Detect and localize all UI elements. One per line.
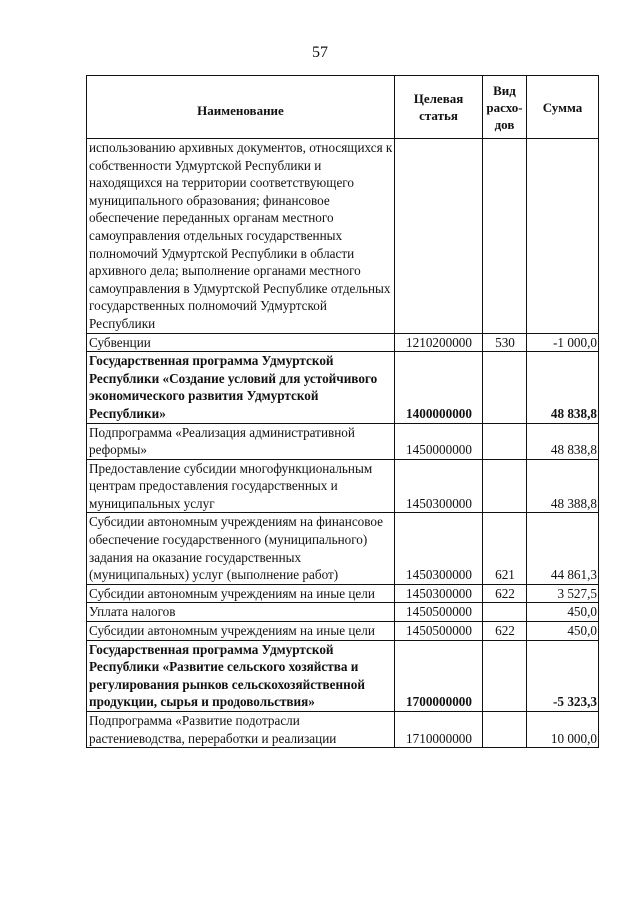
row-sum: 10 000,0 bbox=[527, 712, 599, 748]
table-row bbox=[87, 423, 599, 459]
row-sum bbox=[527, 139, 599, 334]
row-sum: -1 000,0 bbox=[527, 333, 599, 352]
table-row bbox=[87, 139, 599, 334]
table-body bbox=[87, 139, 599, 748]
row-name: Подпрограмма «Развитие подотрасли растениеводства, переработки и реализации bbox=[87, 712, 395, 748]
row-target-article: 1450300000 bbox=[395, 459, 483, 513]
row-target-article bbox=[395, 139, 483, 334]
row-target-article: 1400000000 bbox=[395, 352, 483, 423]
table-row bbox=[87, 622, 599, 641]
row-target-article: 1450300000 bbox=[395, 584, 483, 603]
row-expense-type: 622 bbox=[483, 622, 527, 641]
row-target-article: 1700000000 bbox=[395, 640, 483, 711]
row-target-article: 1450500000 bbox=[395, 603, 483, 622]
table-row bbox=[87, 459, 599, 513]
row-name: Государственная программа Удмуртской Республики «Создание условий для устойчивого экономического развития Удмуртской Республики» bbox=[87, 352, 395, 423]
row-target-article: 1710000000 bbox=[395, 712, 483, 748]
row-expense-type bbox=[483, 139, 527, 334]
table-header-row bbox=[87, 76, 599, 139]
table-row bbox=[87, 352, 599, 423]
row-sum: 450,0 bbox=[527, 622, 599, 641]
table-row bbox=[87, 712, 599, 748]
row-target-article: 1450300000 bbox=[395, 513, 483, 584]
row-expense-type: 621 bbox=[483, 513, 527, 584]
row-name: Предоставление субсидии многофункциональным центрам предоставления государственных и муниципальных услуг bbox=[87, 459, 395, 513]
row-sum: 48 838,8 bbox=[527, 352, 599, 423]
row-sum: 450,0 bbox=[527, 603, 599, 622]
row-name: Субвенции bbox=[87, 333, 395, 352]
row-name: Уплата налогов bbox=[87, 603, 395, 622]
header-expense-type: Вид расхо-дов bbox=[483, 76, 527, 139]
table-row bbox=[87, 603, 599, 622]
row-sum: 48 838,8 bbox=[527, 423, 599, 459]
row-target-article: 1450000000 bbox=[395, 423, 483, 459]
row-sum: 3 527,5 bbox=[527, 584, 599, 603]
row-name: Субсидии автономным учреждениям на иные цели bbox=[87, 584, 395, 603]
row-name: Субсидии автономным учреждениям на финансовое обеспечение государственного (муниципального) задания на оказание государственных (муниципальных) услуг (выполнение работ) bbox=[87, 513, 395, 584]
row-expense-type: 622 bbox=[483, 584, 527, 603]
row-expense-type bbox=[483, 352, 527, 423]
table-row bbox=[87, 333, 599, 352]
row-expense-type: 530 bbox=[483, 333, 527, 352]
row-expense-type bbox=[483, 640, 527, 711]
row-expense-type bbox=[483, 603, 527, 622]
row-expense-type bbox=[483, 459, 527, 513]
page-number: 57 bbox=[312, 44, 328, 61]
row-target-article: 1450500000 bbox=[395, 622, 483, 641]
header-target-article: Целевая статья bbox=[395, 76, 483, 139]
row-name: Субсидии автономным учреждениям на иные цели bbox=[87, 622, 395, 641]
table-row bbox=[87, 513, 599, 584]
budget-table bbox=[86, 75, 599, 748]
row-name: использованию архивных документов, относящихся к собственности Удмуртской Республики и находящихся на территории соответствующего муниципального образования; финансовое обеспечение переданных органам местного самоуправления отдельных государственных полномочий Удмуртской Республики в области архивного дела; выполнение органами местного самоуправления в Удмуртской Республике отдельных государственных полномочий Удмуртской Республики bbox=[87, 139, 395, 334]
table-row bbox=[87, 584, 599, 603]
row-expense-type bbox=[483, 712, 527, 748]
header-sum: Сумма bbox=[527, 76, 599, 139]
row-sum: 48 388,8 bbox=[527, 459, 599, 513]
row-name: Подпрограмма «Реализация административной реформы» bbox=[87, 423, 395, 459]
row-sum: 44 861,3 bbox=[527, 513, 599, 584]
row-target-article: 1210200000 bbox=[395, 333, 483, 352]
table-row bbox=[87, 640, 599, 711]
header-name: Наименование bbox=[87, 76, 395, 139]
row-sum: -5 323,3 bbox=[527, 640, 599, 711]
row-name: Государственная программа Удмуртской Республики «Развитие сельского хозяйства и регулирования рынков сельскохозяйственной продукции, сырья и продовольствия» bbox=[87, 640, 395, 711]
row-expense-type bbox=[483, 423, 527, 459]
